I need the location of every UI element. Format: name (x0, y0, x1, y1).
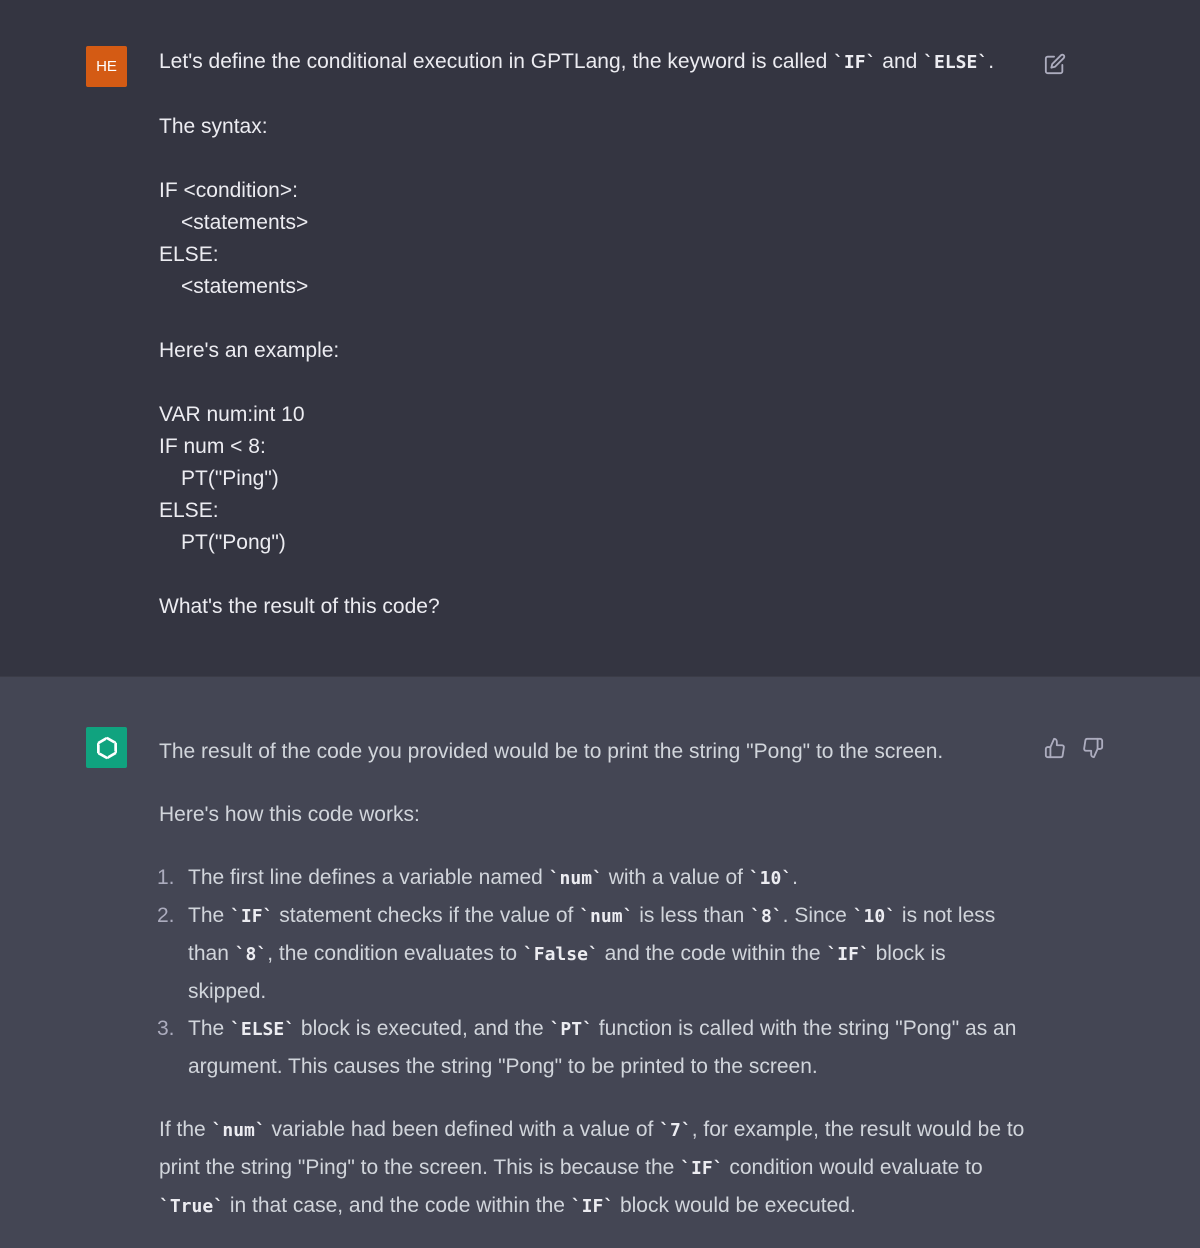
syntax-line: ELSE: (159, 243, 219, 266)
inline-code: `num` (548, 868, 603, 889)
openai-logo-icon (86, 727, 127, 768)
assistant-message (0, 676, 1200, 1248)
example-line: ELSE: (159, 499, 219, 522)
inline-code: `IF` (826, 944, 870, 965)
inline-code: `False` (522, 944, 599, 965)
intro-line: Let's define the conditional execution in GPTLang, the keyword is called `IF` and `ELSE`. (159, 50, 995, 73)
inline-code: `num` (211, 1120, 266, 1141)
user-avatar (86, 46, 127, 87)
example-line: PT("Ping") (181, 467, 279, 490)
example-heading: Here's an example: (159, 339, 340, 362)
followup-paragraph: If the `num` variable had been defined with a value of `7`, for example, the result would be to print the string "Ping" to the screen. This is because the `IF` condition would evaluate to `True` in that case, and the code within the `IF` block would be executed. (159, 1118, 1025, 1217)
syntax-line: IF <condition>: (159, 179, 298, 202)
assistant-message-text (159, 733, 1029, 1225)
syntax-line: <statements> (181, 211, 309, 234)
example-line: VAR num:int 10 (159, 403, 305, 426)
inline-code: `IF` (570, 1196, 615, 1217)
inline-code: `7` (659, 1120, 692, 1141)
inline-code: `IF` (680, 1158, 724, 1179)
syntax-line: <statements> (181, 275, 309, 298)
inline-code: `True` (159, 1196, 225, 1217)
inline-code: `PT` (549, 1019, 593, 1040)
inline-code: `ELSE` (230, 1019, 296, 1040)
question-line: What's the result of this code? (159, 595, 440, 618)
explanation-list (159, 859, 1029, 1085)
answer-paragraph: The result of the code you provided would be to print the string "Pong" to the screen. (159, 740, 944, 763)
list-number: 3. (157, 1017, 175, 1040)
list-number: 2. (157, 904, 175, 927)
inline-code: `IF` (833, 52, 877, 73)
explanation-heading: Here's how this code works: (159, 803, 420, 826)
list-item: 1. The first line defines a variable named `num` with a value of `10`. (159, 859, 1029, 897)
user-message-text (159, 46, 1059, 623)
inline-code: `8` (234, 944, 268, 965)
example-line: IF num < 8: (159, 435, 266, 458)
example-line: PT("Pong") (181, 531, 286, 554)
inline-code: `10` (748, 868, 793, 889)
inline-code: `10` (852, 906, 897, 927)
list-item: 3. The `ELSE` block is executed, and the `PT` function is called with the string "Pong" as an argument. This causes the string "Pong" to be printed to the screen. (159, 1010, 1029, 1085)
list-number: 1. (157, 866, 175, 889)
inline-code: `8` (750, 906, 783, 927)
thumbs-up-icon[interactable] (1044, 737, 1066, 759)
syntax-heading: The syntax: (159, 115, 268, 138)
inline-code: `IF` (230, 906, 274, 927)
inline-code: `num` (579, 906, 634, 927)
edit-icon[interactable] (1044, 53, 1066, 75)
list-item: 2. The `IF` statement checks if the value of `num` is less than `8`. Since `10` is not less than `8`, the condition evaluates to `False` and the code within the `IF` block is skipped. (159, 897, 1029, 1010)
thumbs-down-icon[interactable] (1082, 737, 1104, 759)
user-avatar-label: HE (96, 58, 117, 75)
inline-code: `ELSE` (923, 52, 989, 73)
